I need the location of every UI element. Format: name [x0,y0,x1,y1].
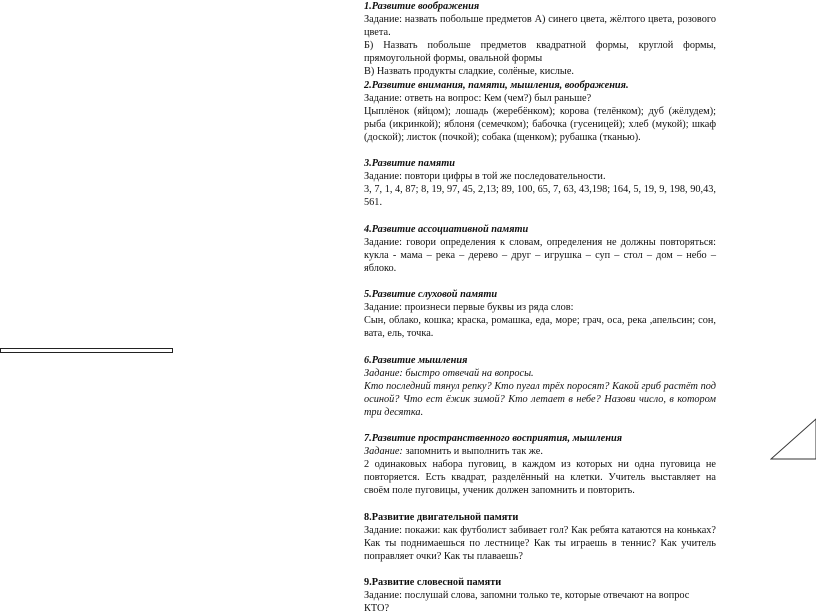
section-4-task: Задание: говори определения к словам, определения не должны повторяться: кукла - мама – река – дерево – друг – игрушка – суп – стол – дом – небо – яблоко. [364,236,716,274]
section-1-task-a: Задание: назвать побольше предметов А) синего цвета, жёлтого цвета, розового цвета. [364,14,716,39]
section-6-questions: Кто последний тянул репку? Кто пугал трёх поросят? Какой гриб растёт под осиной? Что ест ёжик зимой? Кто летает в небе? Назови число, в котором три десятка. [364,380,716,418]
section-2-list: Цыплёнок (яйцом); лошадь (жеребёнком); корова (телёнком); дуб (жёлудем); рыба (икринкой); яблоня (семечком); бабочка (гусеницей); хлеб (мукой); шкаф (доской); листок (почкой); собака (щенком); рубашка (тканью). [364,105,716,143]
section-9-title: 9.Развитие словесной памяти [364,577,502,589]
section-5-words: Сын, облако, кошка; краска, ромашка, еда, море; грач, оса, река ,апельсин; сон, вата, ель, точка. [364,315,716,340]
section-4-title: 4.Развитие ассоциативной памяти [364,223,529,235]
section-1-task-c: В) Назвать продукты сладкие, солёные, кислые. [364,66,574,78]
section-1-title: 1.Развитие воображения [364,1,480,12]
section-7-description: 2 одинаковых набора пуговиц, в каждом из которых ни одна пуговица не повторяется. Есть квадрат, разделённый на клетки. Учитель выставляет на своём поле пуговицы, ученик должен запомнить и повторить. [364,459,716,497]
spacer [364,210,716,223]
spacer [364,498,716,511]
triangle-shape [770,418,816,460]
spacer [364,340,716,353]
section-9-task: Задание: послушай слова, запомни только те, которые отвечают на вопрос КТО? [364,590,690,615]
section-3-title: 3.Развитие памяти [364,158,455,170]
section-2-task: Задание: ответь на вопрос: Кем (чем?) был раньше? [364,92,592,104]
section-6-task: Задание: быстро отвечай на вопросы. [364,367,534,379]
section-8-task: Задание: покажи: как футболист забивает гол? Как ребята катаются на коньках? Как ты поднимаешься по лестнице? Как ты играешь в теннис? Как учитель поправляет очки? Как ты плаваешь? [364,524,716,562]
section-8-title: 8.Развитие двигательной памяти [364,511,519,523]
section-7-task-label: Задание: [364,446,403,458]
section-7-title: 7.Развитие пространственного восприятия, мышления [364,433,622,445]
spacer [364,275,716,288]
section-7-task [364,445,716,458]
section-5-title: 5.Развитие слуховой памяти [364,289,498,301]
section-1-task-b: Б) Назвать побольше предметов квадратной формы, круглой формы, прямоугольной формы, овальной формы [364,40,716,65]
spacer [364,144,716,157]
spacer [364,419,716,432]
section-2-title: 2.Развитие внимания, памяти, мышления, воображения. [364,79,629,91]
document-text [364,0,716,615]
section-7-task-text: запомнить и выполнить так же. [402,446,543,458]
spacer [364,563,716,576]
section-3-task: Задание: повтори цифры в той же последовательности. [364,171,606,183]
horizontal-bar-shape [0,348,173,353]
section-6-title: 6.Развитие мышления [364,354,468,366]
section-3-numbers: 3, 7, 1, 4, 87; 8, 19, 97, 45, 2,13; 89, 100, 65, 7, 63, 43,198; 164, 5, 19, 9, 198, 90,43, 561. [364,184,716,209]
section-5-task: Задание: произнеси первые буквы из ряда слов: [364,302,574,314]
